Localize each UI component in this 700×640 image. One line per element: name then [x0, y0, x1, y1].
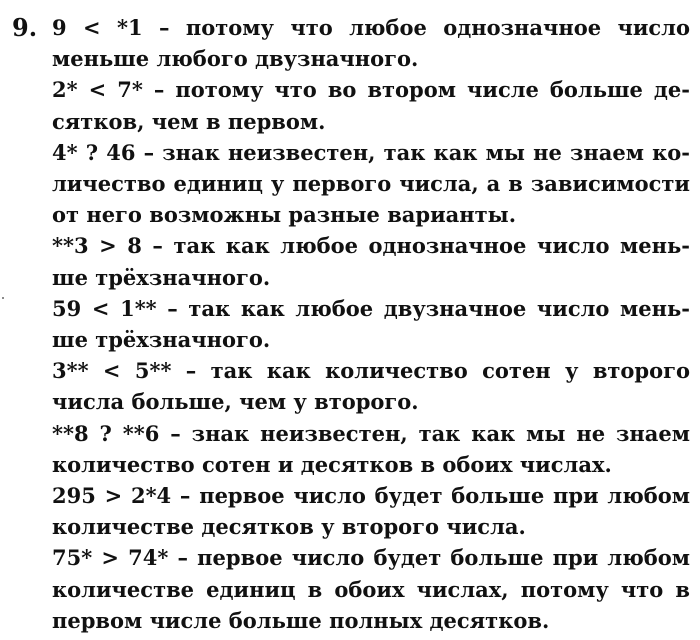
text-line: 75* > 74* – первое число будет больше при любом — [52, 545, 690, 571]
exercise-text — [52, 12, 690, 636]
text-line: ше трёхзначного. — [52, 327, 271, 353]
text-line: количестве единиц в обоих числах, потому что в — [52, 576, 690, 602]
text-line: 59 < 1** – так как любое двузначное число мень- — [52, 295, 690, 321]
text-line: сятков, чем в первом. — [52, 108, 326, 134]
text-line: от него возможны разные варианты. — [52, 202, 517, 228]
text-line: **3 > 8 – так как любое однозначное число мень- — [52, 233, 690, 259]
text-line: меньше любого двузначного. — [52, 46, 419, 72]
text-line: ше трёхзначного. — [52, 264, 271, 290]
document-page — [12, 0, 696, 640]
scan-speck — [2, 297, 4, 299]
text-line: личество единиц у первого числа, а в зависимости — [52, 171, 690, 197]
text-line: первом числе больше полных десятков. — [52, 607, 550, 633]
exercise-number: 9. — [12, 13, 38, 42]
text-line: **8 ? **6 – знак неизвестен, так как мы не знаем — [52, 420, 690, 446]
text-line: 295 > 2*4 – первое число будет больше при любом — [52, 483, 690, 509]
text-line: количество сотен и десятков в обоих числах. — [52, 451, 612, 477]
text-line: 2* < 7* – потому что во втором числе больше де- — [52, 77, 690, 103]
text-line: 3** < 5** – так как количество сотен у второго — [52, 358, 690, 384]
text-line: количестве десятков у второго числа. — [52, 514, 526, 540]
text-line: 9 < *1 – потому что любое однозначное число — [52, 15, 690, 40]
text-line: 4* ? 46 – знак неизвестен, так как мы не знаем ко- — [52, 139, 690, 165]
text-line: числа больше, чем у второго. — [52, 389, 419, 415]
